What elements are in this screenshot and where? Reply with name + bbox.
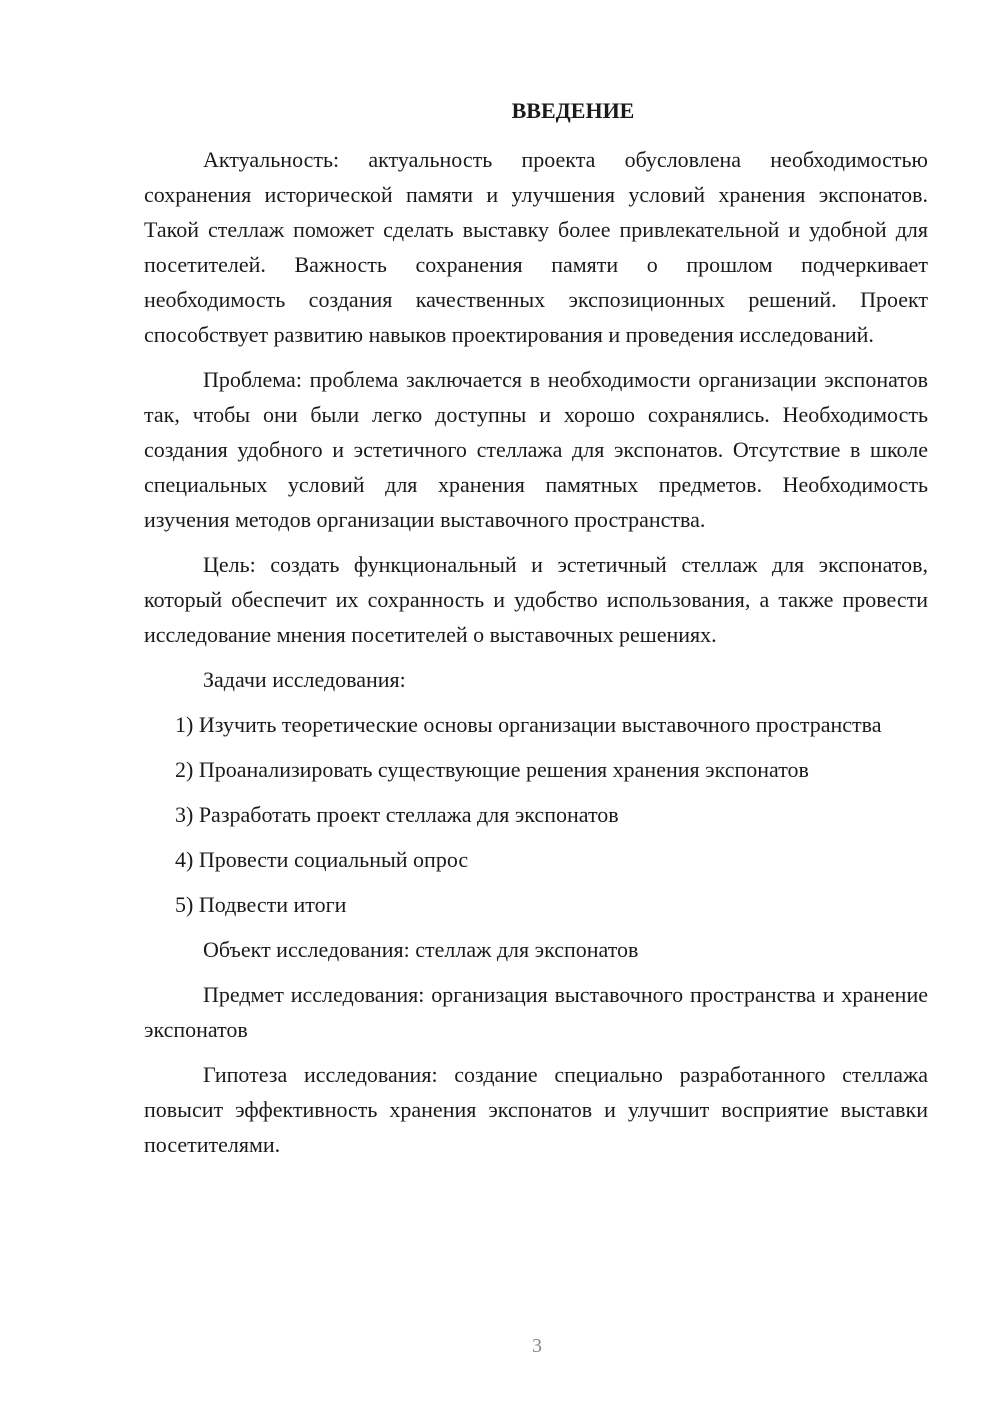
paragraph-object: Объект исследования: стеллаж для экспонатов bbox=[203, 937, 639, 962]
document-body bbox=[144, 97, 928, 1172]
task-item-3: 3) Разработать проект стеллажа для экспонатов bbox=[175, 802, 619, 827]
paragraph-subject: Предмет исследования: организация выставочного пространства и хранение экспонатов bbox=[144, 982, 928, 1042]
paragraph-relevance: Актуальность: актуальность проекта обусловлена необходимостью сохранения исторической памяти и улучшения условий хранения экспонатов. Такой стеллаж поможет сделать выставку более привлекательной и удобной для посетителей. Важность сохранения памяти о прошлом подчеркивает необходимость создания качественных экспозиционных решений. Проект способствует развитию навыков проектирования и проведения исследований. bbox=[144, 147, 928, 347]
paragraph-hypothesis: Гипотеза исследования: создание специально разработанного стеллажа повысит эффективность хранения экспонатов и улучшит восприятие выставки посетителями. bbox=[144, 1062, 928, 1157]
page-number: 3 bbox=[532, 1335, 542, 1357]
task-item-1: 1) Изучить теоретические основы организации выставочного пространства bbox=[175, 712, 882, 737]
paragraph-problem: Проблема: проблема заключается в необходимости организации экспонатов так, чтобы они были легко доступны и хорошо сохранялись. Необходимость создания удобного и эстетичного стеллажа для экспонатов. Отсутствие в школе специальных условий для хранения памятных предметов. Необходимость изучения методов организации выставочного пространства. bbox=[144, 367, 928, 532]
task-item-4: 4) Провести социальный опрос bbox=[175, 847, 469, 872]
page-title: ВВЕДЕНИЕ bbox=[511, 98, 635, 123]
paragraph-goal: Цель: создать функциональный и эстетичный стеллаж для экспонатов, который обеспечит их сохранность и удобство использования, а также провести исследование мнения посетителей о выставочных решениях. bbox=[144, 552, 928, 647]
paragraph-tasks-heading: Задачи исследования: bbox=[203, 667, 406, 692]
task-item-2: 2) Проанализировать существующие решения хранения экспонатов bbox=[175, 757, 809, 782]
task-item-5: 5) Подвести итоги bbox=[175, 892, 347, 917]
